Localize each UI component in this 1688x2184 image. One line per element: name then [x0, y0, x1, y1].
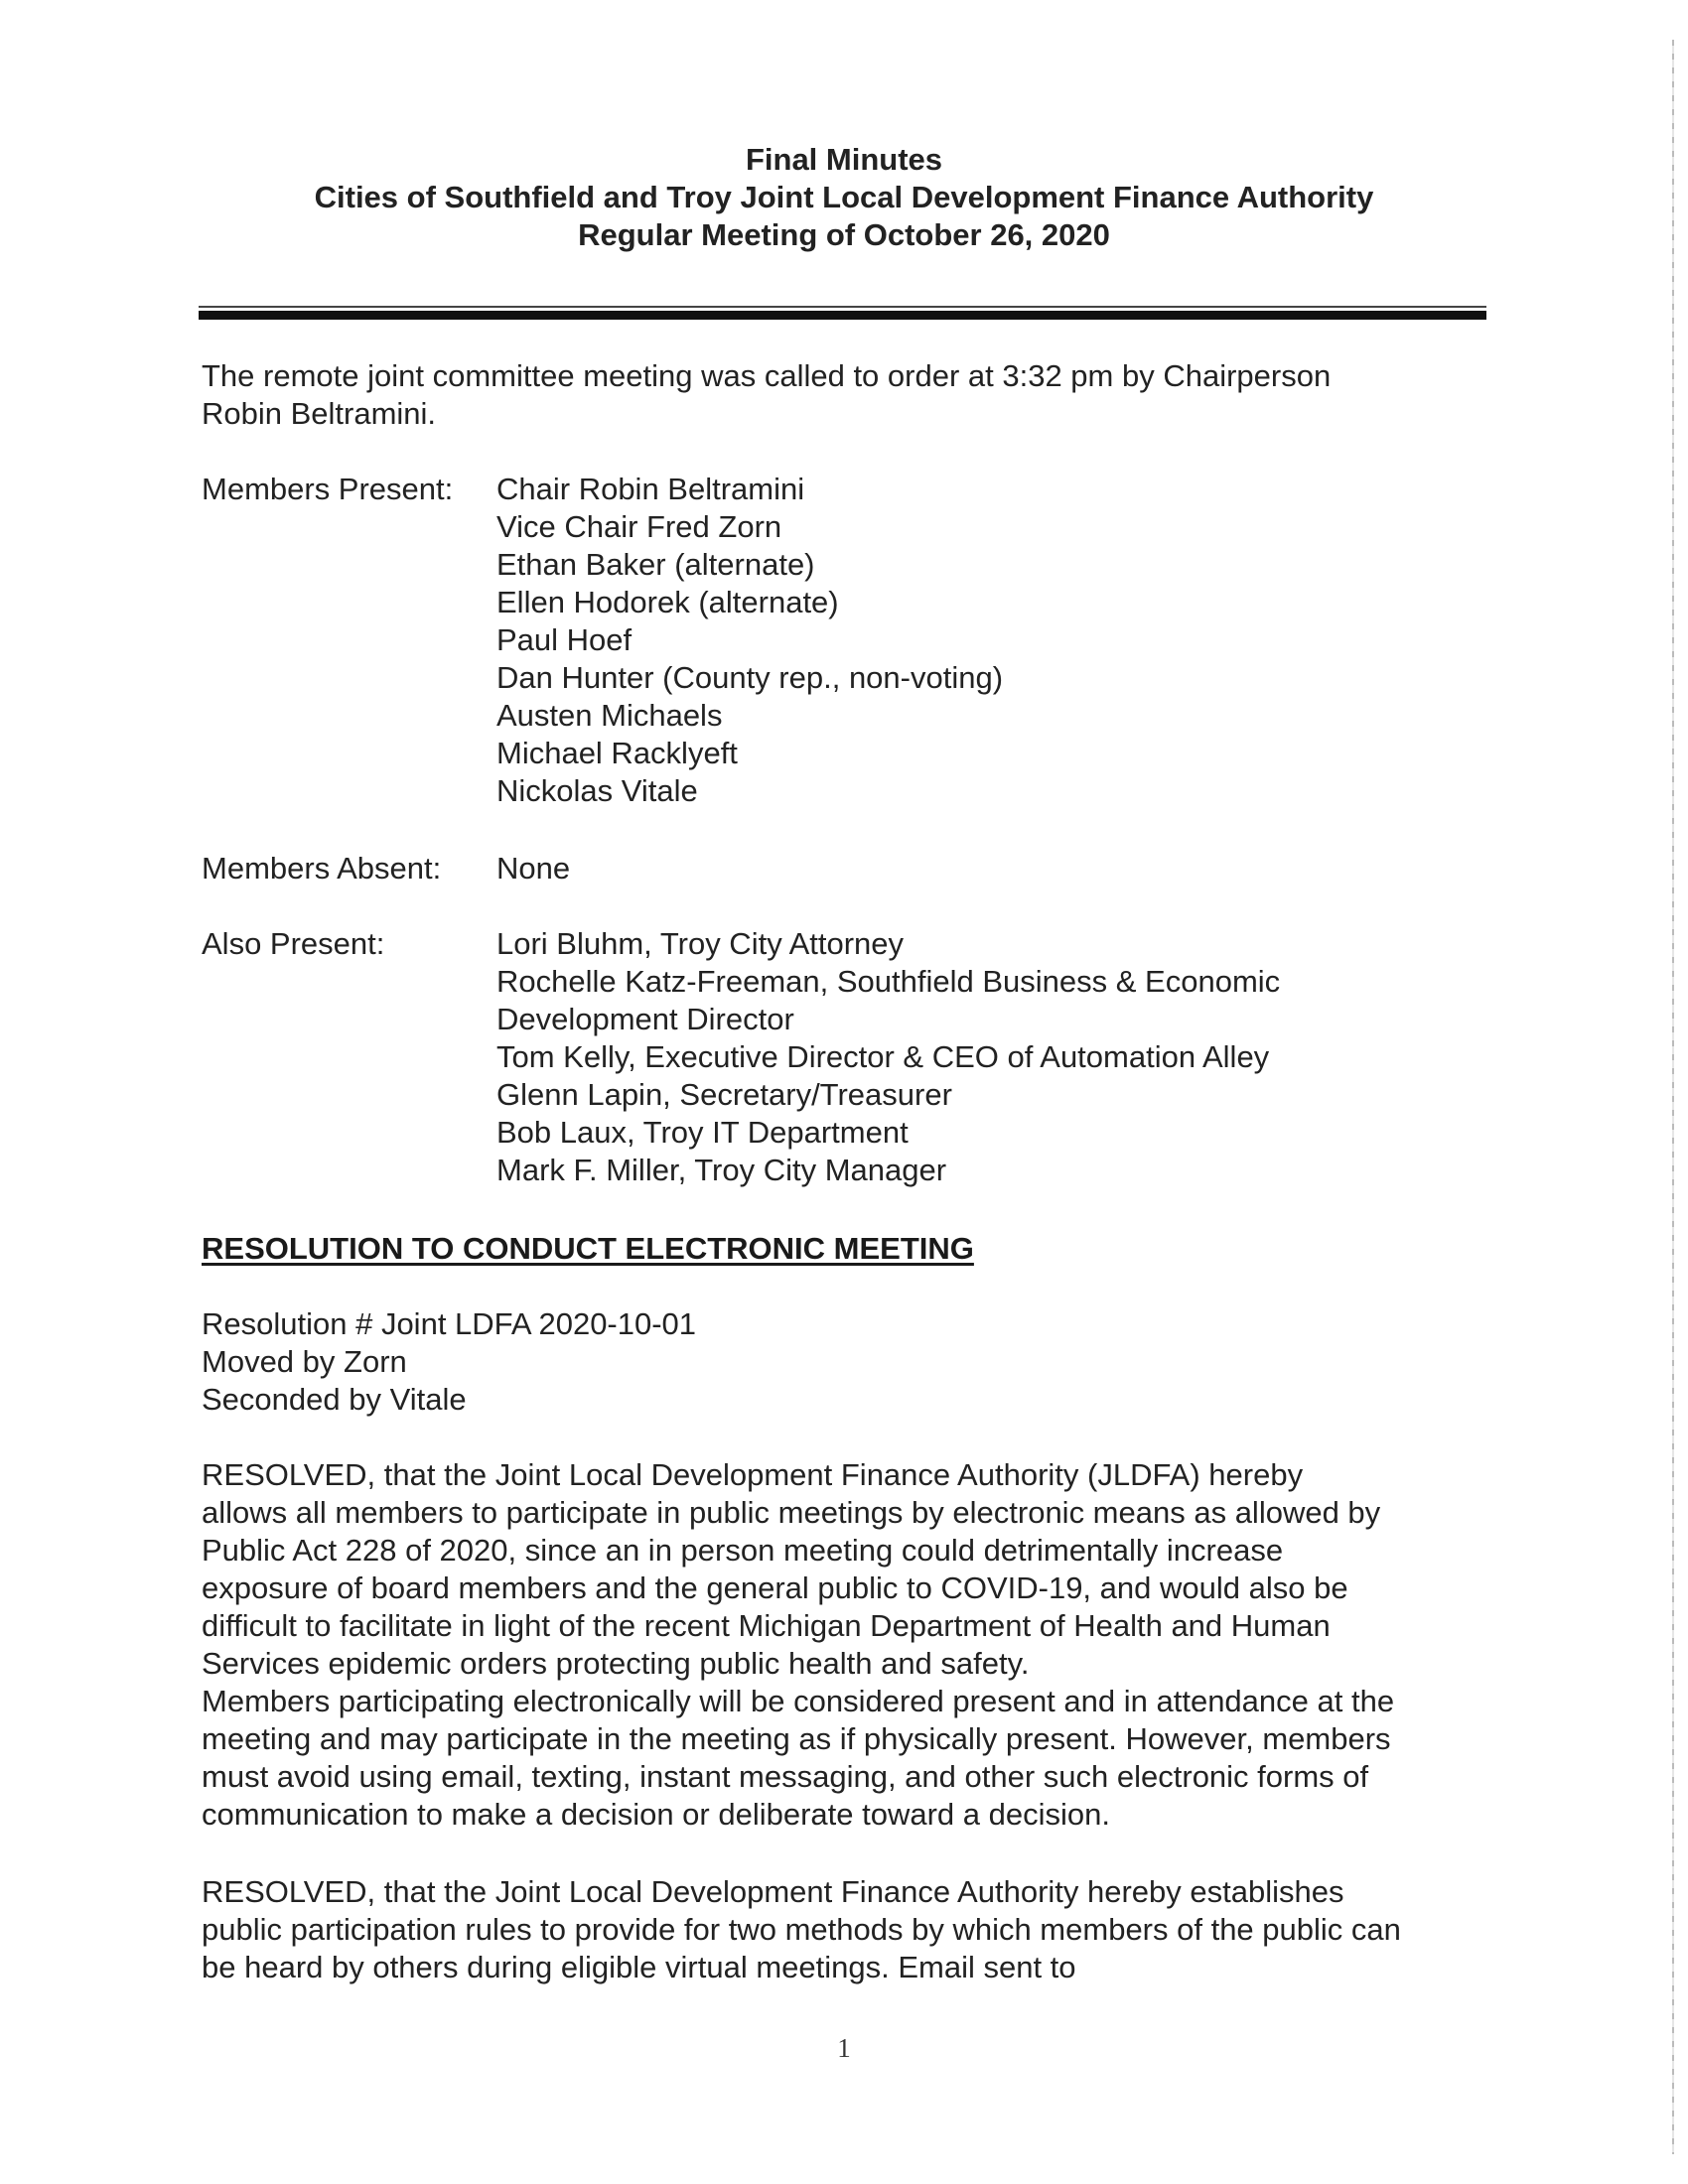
attendee-entry: Development Director [496, 1002, 794, 1036]
paragraph-line: Public Act 228 of 2020, since an in person meeting could detrimentally increase [202, 1533, 1284, 1568]
member-name: Nickolas Vitale [496, 773, 698, 808]
attendee-entry: Glenn Lapin, Secretary/Treasurer [496, 1077, 952, 1112]
member-name: Chair Robin Beltramini [496, 472, 805, 506]
resolution-number: Resolution # Joint LDFA 2020-10-01 [202, 1306, 697, 1341]
member-name: Paul Hoef [496, 622, 633, 657]
header-divider-thin [199, 306, 1486, 308]
members-absent-list [496, 850, 1489, 887]
members-absent-label: Members Absent: [202, 851, 442, 886]
member-name: None [496, 851, 571, 886]
member-name: Austen Michaels [496, 698, 723, 733]
page-number: 1 [837, 2033, 851, 2063]
paragraph-line: be heard by others during eligible virtual meetings. Email sent to [202, 1950, 1076, 1984]
paragraph-line: Members participating electronically will be considered present and in attendance at the [202, 1684, 1395, 1718]
header-divider-thick [199, 311, 1486, 320]
members-present-list [496, 471, 1489, 810]
paragraph-line: meeting and may participate in the meeting as if physically present. However, members [202, 1721, 1391, 1756]
paragraph-line: communication to make a decision or deliberate toward a decision. [202, 1797, 1110, 1832]
members-attendance-paragraph [202, 1683, 1492, 1834]
call-to-order-line: Robin Beltramini. [202, 396, 437, 431]
member-name: Ellen Hodorek (alternate) [496, 585, 839, 619]
paragraph-line: RESOLVED, that the Joint Local Development Finance Authority (JLDFA) hereby [202, 1457, 1304, 1492]
member-name: Michael Racklyeft [496, 736, 738, 770]
paragraph-line: RESOLVED, that the Joint Local Development Finance Authority hereby establishes [202, 1874, 1344, 1909]
header-title: Final Minutes [745, 142, 943, 177]
resolution-paragraph-electronic-participation [202, 1456, 1492, 1683]
paragraph-line: public participation rules to provide for two methods by which members of the public can [202, 1912, 1401, 1947]
paragraph-line: allows all members to participate in public meetings by electronic means as allowed by [202, 1495, 1381, 1530]
member-name: Ethan Baker (alternate) [496, 547, 815, 582]
call-to-order-paragraph [202, 357, 1492, 433]
paragraph-line: difficult to facilitate in light of the recent Michigan Department of Health and Human [202, 1608, 1331, 1643]
attendee-entry: Mark F. Miller, Troy City Manager [496, 1153, 947, 1187]
member-name: Dan Hunter (County rep., non-voting) [496, 660, 1004, 695]
call-to-order-line: The remote joint committee meeting was called to order at 3:32 pm by Chairperson [202, 358, 1332, 393]
attendee-entry: Rochelle Katz-Freeman, Southfield Business & Economic [496, 964, 1281, 999]
resolution-seconded-by: Seconded by Vitale [202, 1382, 467, 1417]
paragraph-line: exposure of board members and the general public to COVID-19, and would also be [202, 1570, 1348, 1605]
paragraph-line: Services epidemic orders protecting public health and safety. [202, 1646, 1030, 1681]
attendee-entry: Bob Laux, Troy IT Department [496, 1115, 909, 1150]
members-present-label: Members Present: [202, 472, 454, 506]
scan-edge-artifact [1672, 40, 1674, 2154]
public-participation-paragraph [202, 1873, 1492, 1986]
document-header [199, 141, 1489, 254]
paragraph-line: must avoid using email, texting, instant messaging, and other such electronic forms of [202, 1759, 1369, 1794]
attendee-entry: Tom Kelly, Executive Director & CEO of Automation Alley [496, 1039, 1270, 1074]
header-meeting-date: Regular Meeting of October 26, 2020 [578, 217, 1110, 252]
also-present-label: Also Present: [202, 926, 385, 961]
also-present-list [496, 925, 1489, 1189]
section-heading: RESOLUTION TO CONDUCT ELECTRONIC MEETING [202, 1231, 974, 1266]
attendee-entry: Lori Bluhm, Troy City Attorney [496, 926, 905, 961]
resolution-moved-by: Moved by Zorn [202, 1344, 407, 1379]
member-name: Vice Chair Fred Zorn [496, 509, 782, 544]
resolution-details [202, 1305, 696, 1419]
header-organization: Cities of Southfield and Troy Joint Local Development Finance Authority [314, 180, 1374, 214]
